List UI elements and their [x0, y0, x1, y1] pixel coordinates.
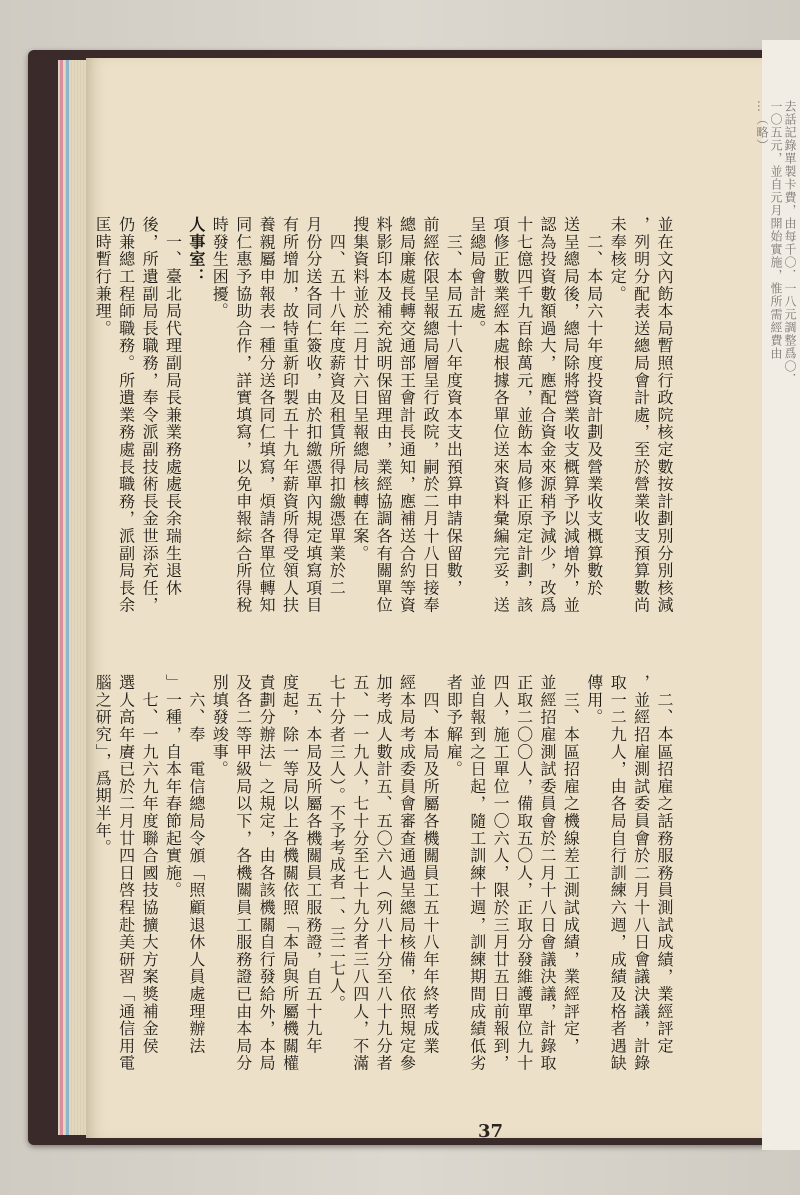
bottom-block-line: 取一二九人，由各局自行訓練六週，成績及格者遇缺 — [608, 674, 628, 1072]
page-number: 37 — [478, 1121, 504, 1142]
bottom-text-block — [91, 674, 676, 1144]
top-block-line: 有所增加，故特重新印製五十九年薪資所得受領人扶 — [280, 216, 300, 614]
top-block-line: 未奉核定。 — [608, 216, 628, 303]
top-block-line: 三、本局五十八年度資本支出預算申請保留數， — [444, 216, 464, 597]
top-block-line: 並在文內飭本局暫照行政院核定數按計劃別分別核減 — [655, 216, 674, 614]
bottom-block-line: 正取二〇〇人，備取五〇人，正取分發維護單位九十 — [514, 674, 534, 1072]
bottom-block-line: 五、一一九人，七十分至七十九分者三八四人，不滿 — [350, 674, 370, 1072]
top-block-line: 十七億四千九百餘萬元，並飭本局修正原定計劃，該 — [514, 216, 534, 614]
adjacent-page-line: …（略） — [755, 100, 769, 152]
bottom-block-line: 七十分者三人）。不予考成者一、三二七人。 — [327, 674, 347, 1012]
adjacent-page-line: 一〇五元，並自元月開始實施，惟所需經費由 — [769, 100, 783, 360]
bottom-block-line: 七、一九六九年度聯合國技協擴大方案獎補金侯 — [140, 674, 160, 1055]
bottom-block-line: 加考成人數計五、五〇六人（列八十分至八十九分者 — [374, 674, 394, 1072]
top-block-line: 料影印本及補充說明保留理由，業經協調各有關單位 — [374, 216, 394, 614]
bottom-block-line: 別填發竣事。 — [210, 674, 230, 778]
bottom-block-line: 經本局考成委員會審查通過呈總局核備，依照規定參 — [397, 674, 417, 1072]
top-block-line: 認為投資數額過大，應配合資金來源稍予減少，改爲 — [537, 216, 557, 614]
top-block-line: 匡時暫行兼理。 — [93, 216, 113, 338]
bottom-block-line: 五、本局及所屬各機關員工服務證，自五十九年 — [303, 674, 323, 1055]
bottom-block-line: 及各二等甲級局以下，各機關員工服務證已由本局分 — [233, 674, 253, 1072]
top-block-line: 時發生困擾。 — [210, 216, 230, 320]
adjacent-page-edge — [755, 40, 800, 1150]
bottom-block-line: 腦之研究」，爲期半年。 — [93, 674, 113, 857]
top-block-line: 月份分送各同仁簽收，由於扣繳憑單內規定填寫項目 — [303, 216, 323, 614]
bottom-block-line: 六、奉 電信總局令頒「照顧退休人員處理辦法 — [186, 674, 206, 1055]
top-block-line: 總局廉處長轉交通部王會計長通知，應補送合約等資 — [397, 216, 417, 614]
page-edge-stripe-blue — [66, 60, 69, 1135]
bottom-block-line: 傳用。 — [584, 674, 604, 726]
top-block-line: 呈總局會計處。 — [467, 216, 487, 338]
bottom-block-line: 四、本局及所屬各機關員工五十八年年終考成業 — [420, 674, 440, 1055]
top-block-line: 同仁惠予協助合作，詳實填寫，以免申報綜合所得稅 — [233, 216, 253, 614]
top-block-line: 搜集資料並於二月廿六日呈報總局核轉在案。 — [350, 216, 370, 562]
top-block-line: 四、五十八年度薪資及租賃所得扣繳憑單業於二 — [327, 216, 347, 597]
bottom-block-line: 度起，除一等局以上各機關依照「本局與所屬機關權 — [280, 674, 300, 1072]
bottom-block-line: ，並經招雇測試委員會於二月十八日會議決議，計錄 — [631, 674, 651, 1072]
top-block-line: 一、臺北局代理副局長兼業務處處長余瑞生退休 — [163, 216, 183, 597]
top-block-line: 前經依限呈報總局層呈行政院，嗣於二月十八日接奉 — [420, 216, 440, 614]
top-block-line: 養親屬申報表一種分送各同仁填寫，煩請各單位轉知 — [257, 216, 277, 614]
book-page — [86, 58, 762, 1142]
page-edge-stripe-pink — [60, 60, 63, 1135]
top-block-line: 項修正數業經本處根據各單位送來資料彙編完妥，送 — [491, 216, 511, 614]
top-block-line: ，列明分配表送總局會計處，至於營業收支預算數尚 — [631, 216, 651, 614]
bottom-block-line: 並經招雇測試委員會於二月十八日會議決議，計錄取 — [537, 674, 557, 1072]
top-text-block — [91, 216, 676, 690]
bottom-block-line: 者即予解雇。 — [444, 674, 464, 778]
bottom-block-line: 二、本區招雇之話務服務員測試成績，業經評定 — [655, 674, 674, 1055]
bottom-block-line: 並自報到之日起，隨工訓練十週，訓練期間成績低劣 — [467, 674, 487, 1072]
bottom-block-line: 三、本區招雇之機線差工測試成績，業經評定， — [561, 674, 581, 1055]
top-block-line: 後，所遺副局長職務，奉令派副技術長金世添充任， — [140, 216, 160, 614]
bottom-block-line: 四人，施工單位一〇六人，限於三月廿五日前報到， — [491, 674, 511, 1072]
bottom-block-line: 選人高年賡已於二月廿四日啓程赴美研習「通信用電 — [116, 674, 136, 1072]
top-block-line: 仍兼總工程師職務。所遺業務處長職務，派副局長余 — [116, 216, 136, 614]
bottom-block-line: 」一種，自本年春節起實施。 — [163, 674, 183, 899]
adjacent-page-line: 去話記錄單製卡費，由每千〇．一八元調整爲〇． — [783, 100, 797, 386]
bottom-block-line: 責劃分辦法」之規定，由各該機關自行發給外，本局 — [257, 674, 277, 1072]
top-block-line: 人事室： — [186, 216, 206, 286]
top-block-line: 送呈總局後，總局除將營業收支概算予以減增外，並 — [561, 216, 581, 614]
top-block-line: 二、本局六十年度投資計劃及營業收支概算數於 — [584, 216, 604, 597]
